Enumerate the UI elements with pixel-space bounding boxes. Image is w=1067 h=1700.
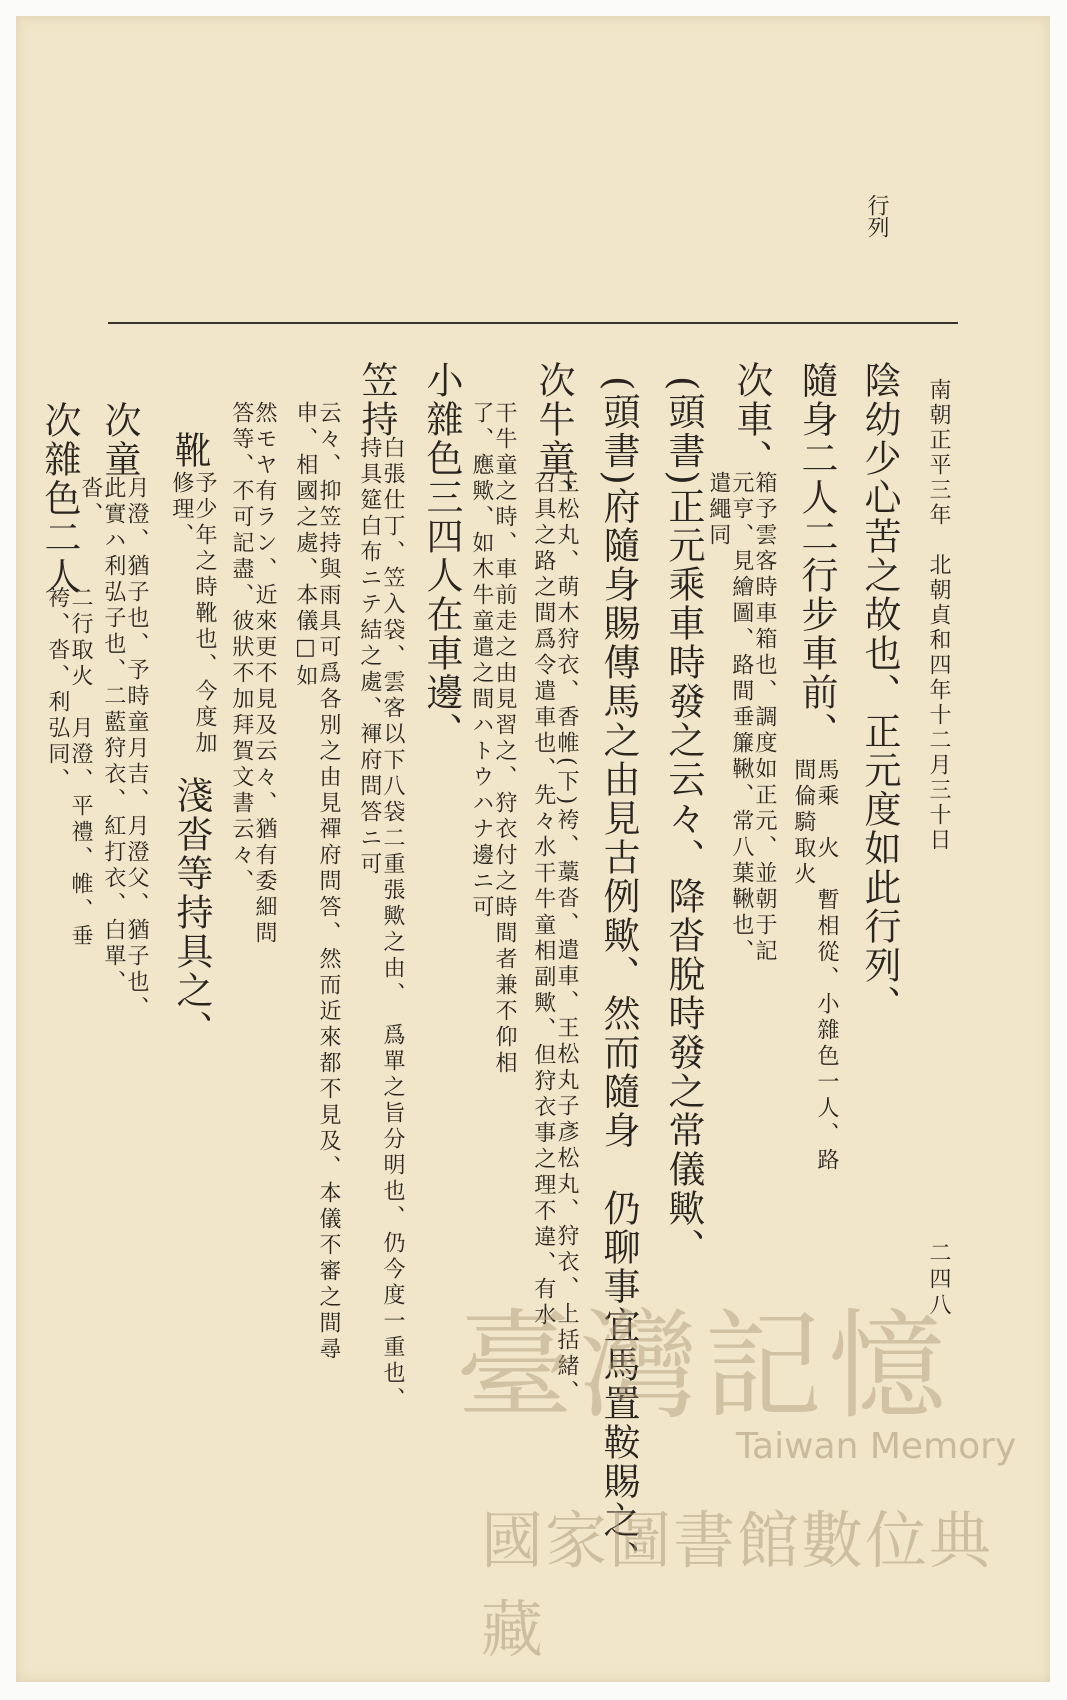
column-5: (頭書)府隨身賜傳馬之由見古例歟、然而隨身 仍聊事宜馬置鞍賜之、 [597, 376, 640, 1579]
column-10-note: 云々、抑笠持與雨具可爲各別之由見禪府問答、然而近來都不見及、本儀不審之間尋申、相國之處、本儀□如 [292, 401, 341, 1363]
column-7-note: 干牛童之時、車前走之由見習之、狩衣付之時間者兼不仰相了、應歟、如木牛童遣之間ハトウハナ邊ニ可 [468, 401, 517, 1077]
column-3-note: 箱予雲客時車箱也、調度如正元、並朝于記元亨、見繪圖、路間垂簾鞦、常八葉鞦也、遣繩同 [705, 471, 777, 965]
column-4: (頭書)正元乘車時發之云々、降沓脫時發之常儀歟、 [662, 376, 705, 1267]
column-12-note: 予少年之時靴也、今度加修理、 [168, 471, 217, 757]
column-11-note: 然モヤ有ラン、近來更不見及云々、猶有委細問答等、不可記盡、彼狀不加拜賀文書云々、 [228, 401, 277, 947]
column-6-main: 次牛童、 [532, 361, 575, 517]
column-12-tail: 淺沓等持具之、 [170, 776, 213, 1049]
column-8: 小雜色三四人在車邊、 [420, 361, 463, 751]
watermark-subtitle: 國家圖書館數位典藏 [481, 1504, 994, 1666]
column-14-note: 二行取火 月澄、平禮、帷、垂袴、沓、利弘同、 [44, 586, 93, 950]
header-rule [108, 322, 958, 324]
document-page [16, 16, 1050, 1682]
date-line: 南朝正平三年 北朝貞和四年十二月三十日 [926, 378, 951, 853]
page-number: 二四八 [926, 1241, 951, 1319]
column-12-main: 靴 [168, 431, 211, 470]
column-2-main: 隨身二人二行步車前、 [795, 361, 838, 751]
watermark-logo: 臺灣記憶 [456, 1297, 953, 1435]
column-14-main: 次雜色二人 [38, 401, 81, 596]
column-6-note: 王松丸、萌木狩衣、香帷(下)袴、藁沓、遣車、王松丸子彥松丸、狩衣、上括緒、召具之路之間爲令遣車也、先々水干牛童相副歟、但狩衣事之理不違、有水 [530, 471, 579, 1407]
watermark-english: Taiwan Memory [736, 1426, 1017, 1467]
column-13-note: 月澄、猶子也、予時童月吉、月澄父、猶子也、此實ハ利弘子也、二藍狩衣、紅打衣、白單、沓、 [77, 476, 149, 1022]
column-9-main: 笠持 [355, 361, 398, 439]
column-3-main: 次車、 [730, 361, 773, 478]
column-2-note: 馬乘 火 暫相從、小雜色一人、路間倫騎取火 [790, 758, 839, 1174]
column-1: 陰幼少心苦之故也、正元度如此行列、 [858, 361, 901, 1024]
column-13-main: 次童 [98, 401, 141, 479]
column-9-note: 白張仕丁、笠入袋、雲客以下八袋二重張歟之由、 爲單之旨分明也、仍今度一重也、持具筵白布ニテ結之處、褌府問答ニ可 [356, 436, 405, 1413]
section-title: 行列 [864, 194, 889, 238]
